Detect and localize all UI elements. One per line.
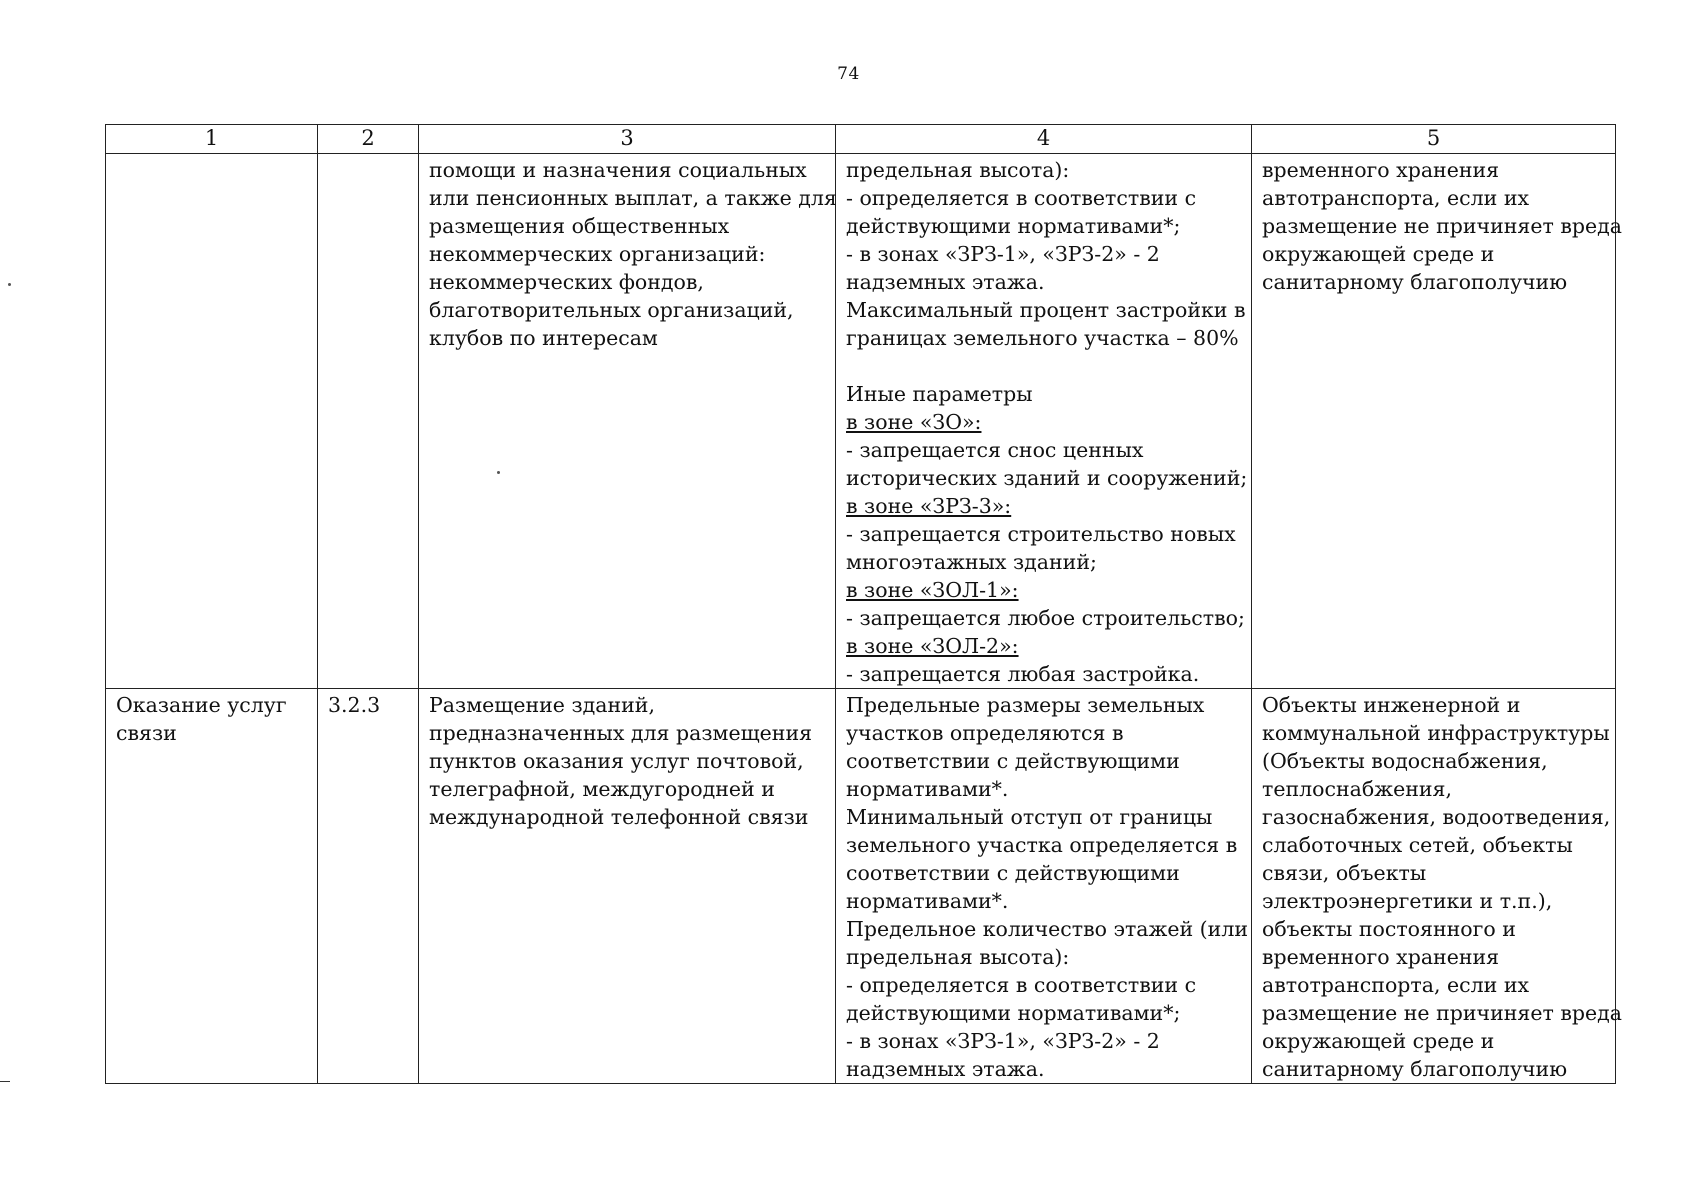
header-col-1: 1 — [106, 125, 318, 154]
header-col-3: 3 — [419, 125, 836, 154]
zone-label-zol1: в зоне «ЗОЛ-1»: — [846, 578, 1019, 602]
cell-code — [318, 154, 419, 689]
cell-description: Размещение зданий, предназначенных для размещения пунктов оказания услуг почтовой, телеграфной, междугородней и международной телефонной связи — [419, 689, 836, 1084]
page-number: 74 — [837, 64, 860, 84]
other-params-title: Иные параметры — [846, 382, 1033, 406]
header-col-2: 2 — [318, 125, 419, 154]
table-header-row — [106, 125, 1616, 154]
table-row — [106, 154, 1616, 689]
header-col-5: 5 — [1252, 125, 1616, 154]
table-row — [106, 689, 1616, 1084]
zone-label-zrz3: в зоне «ЗРЗ-3»: — [846, 494, 1012, 518]
scan-speck — [8, 283, 11, 286]
cell-parameters: Предельные размеры земельных участков определяются в соответствии с действующими нормативами*. Минимальный отступ от границы земельного участка определяется в соответствии с действующими нормативами*. Предельное количество этажей (или предельная высота): - определяется в соответствии с действующими нормативами*; - в зонах «ЗРЗ-1», «ЗРЗ-2» - 2 надземных этажа. — [836, 689, 1252, 1084]
cell-description: помощи и назначения социальных или пенсионных выплат, а также для размещения общественных некоммерческих организаций: некоммерческих фондов, благотворительных организаций, клубов по интересам — [419, 154, 836, 689]
cell-activity-name: Оказание услуг связи — [106, 689, 318, 1084]
header-col-4: 4 — [836, 125, 1252, 154]
cell-activity-name — [106, 154, 318, 689]
zone-label-zo: в зоне «ЗО»: — [846, 410, 982, 434]
cell-auxiliary-uses: временного хранения автотранспорта, если их размещение не причиняет вреда окружающей среде и санитарному благополучию — [1252, 154, 1616, 689]
cell-auxiliary-uses: Объекты инженерной и коммунальной инфраструктуры (Объекты водоснабжения, теплоснабжения, газоснабжения, водоотведения, слаботочных сетей, объекты связи, объекты электроэнергетики и т.п.), объекты постоянного и временного хранения автотранспорта, если их размещение не причиняет вреда окружающей среде и санитарному благополучию — [1252, 689, 1616, 1084]
margin-mark — [0, 1081, 10, 1082]
cell-parameters: предельная высота): - определяется в соответствии с действующими нормативами*; - в зонах «ЗРЗ-1», «ЗРЗ-2» - 2 надземных этажа. Максимальный процент застройки в границах земельного участка – 80% Иные параметры в зоне «ЗО»: - запрещается снос ценных исторических зданий и сооружений; в зоне «ЗРЗ-3»: - запрещается строительство новых многоэтажных зданий; в зоне «ЗОЛ-1»: - запрещается любое строительство; в зоне «ЗОЛ-2»: - запрещается любая застройка. — [836, 154, 1252, 689]
cell-code: 3.2.3 — [318, 689, 419, 1084]
zone-label-zol2: в зоне «ЗОЛ-2»: — [846, 634, 1019, 658]
zoning-table — [105, 124, 1622, 1084]
